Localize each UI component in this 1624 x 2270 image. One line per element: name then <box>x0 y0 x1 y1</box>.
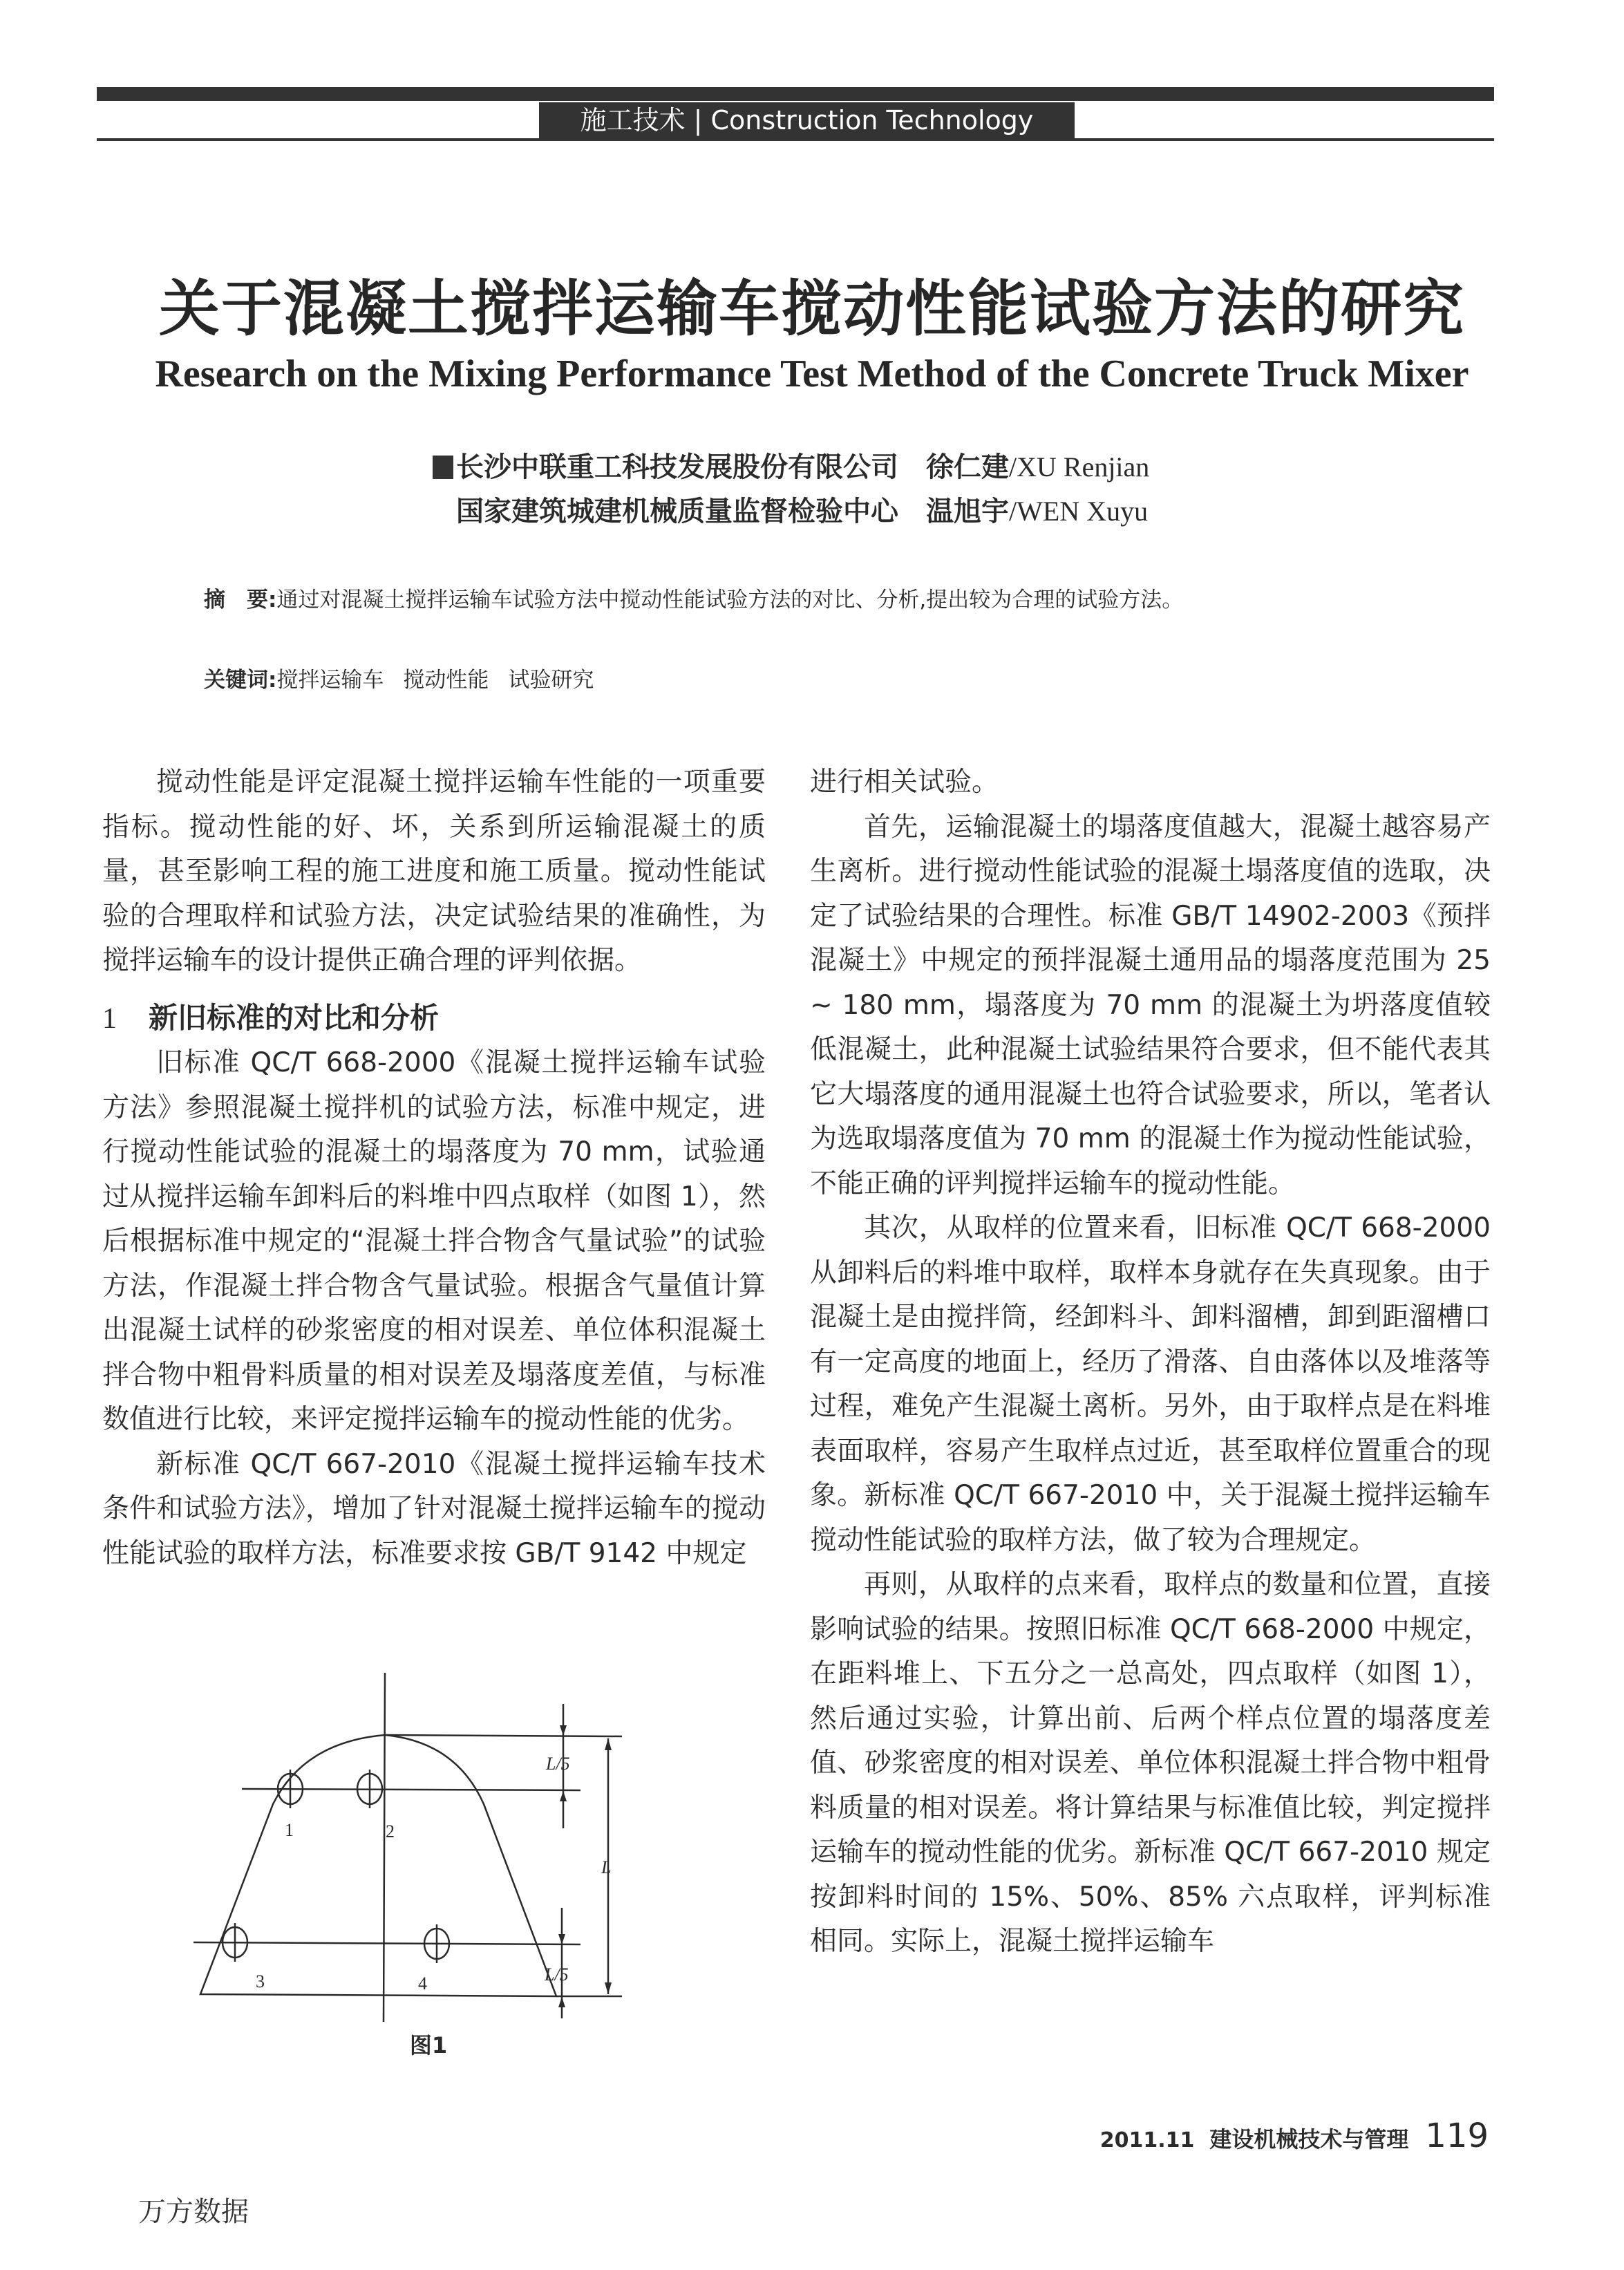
arrow-icon <box>560 1791 567 1801</box>
abstract-text: 通过对混凝土搅拌运输车试验方法中搅动性能试验方法的对比、分析,提出较为合理的试验方法。 <box>276 588 1184 612</box>
author-name-cn: 徐仁建 <box>926 451 1009 483</box>
affiliation-text: 长沙中联重工科技发展股份有限公司 <box>456 451 898 483</box>
center-axis <box>384 1673 385 2022</box>
issue-date: 2011.11 <box>1099 2128 1195 2152</box>
author-name-en: /WEN Xuyu <box>1009 496 1149 527</box>
page-footer <box>1100 2117 1489 2155</box>
paragraph: 再则，从取样的点来看，取样点的数量和位置，直接影响试验的结果。按照旧标准 QC/T 668-2000 中规定，在距料堆上、下五分之一总高处，四点取样（如图 1），然后通过实验，计算出前、后两个样点位置的塌落度差值、砂浆密度的相对误差、单位体积混凝土拌合物中粗骨料质量的相对误差。将计算结果与标准值比较，判定搅拌运输车的搅动性能的优劣。新标准 QC/T 667-2010 规定按卸料时间的 15%、50%、85% 六点取样，评判标准相同。实际上，混凝土搅拌运输车 <box>810 1569 1491 1957</box>
keyword: 试验研究 <box>508 668 594 693</box>
lower-sampling-line <box>193 1942 580 1944</box>
paragraph: 新标准 QC/T 667-2010《混凝土搅拌运输车技术条件和试验方法》，增加了针对混凝土搅拌运输车的搅动性能试验的取样方法，标准要求按 GB/T 9142 中规定 <box>102 1448 766 1569</box>
point-label-4: 4 <box>418 1973 427 1994</box>
upper-sampling-line <box>242 1789 580 1790</box>
keyword: 搅动性能 <box>403 668 489 693</box>
author-affiliation <box>433 448 898 487</box>
arrow-icon <box>605 1738 612 1750</box>
paragraph: 其次，从取样的位置来看，旧标准 QC/T 668-2000 从卸料后的料堆中取样，取样本身就存在失真现象。由于混凝土是由搅拌筒，经卸料斗、卸料溜槽，卸到距溜槽口有一定高度的地面上，经历了滑落、自由落体以及堆落等过程，难免产生混凝土离析。另外，由于取样点是在料堆表面取样，容易产生取样点过近，甚至取样位置重合的现象。新标准 QC/T 667-2010 中，关于混凝土搅拌运输车搅动性能试验的取样方法，做了较为合理规定。 <box>810 1212 1491 1556</box>
top-extension-line <box>385 1735 622 1736</box>
abstract <box>204 585 1183 615</box>
keyword: 搅拌运输车 <box>276 668 384 693</box>
author-name <box>926 492 1148 531</box>
title-english: Research on the Mixing Performance Test Method of the Concrete Truck Mixer <box>155 353 1469 395</box>
paragraph-continuation: 进行相关试验。 <box>810 767 999 798</box>
title-chinese: 关于混凝土搅拌运输车搅动性能试验方法的研究 <box>158 273 1465 344</box>
point-label-1: 1 <box>285 1820 294 1840</box>
arrow-icon <box>560 1725 567 1736</box>
point-label-3: 3 <box>256 1971 265 1991</box>
header-thick-rule <box>97 87 1494 101</box>
journal-name: 建设机械技术与管理 <box>1209 2126 1409 2152</box>
section-number: 1 <box>102 1002 117 1035</box>
author-name-en: /XU Renjian <box>1009 451 1150 482</box>
figure-sampling-diagram <box>193 1673 663 2025</box>
dimension-bottom-label: L/5 <box>545 1964 569 1985</box>
watermark: 万方数据 <box>138 2196 249 2228</box>
arrow-icon <box>558 1934 565 1944</box>
paragraph: 首先，运输混凝土的塌落度值越大，混凝土越容易产生离析。进行搅动性能试验的混凝土塌落度值的选取，决定了试验结果的合理性。标准 GB/T 14902-2003《预拌混凝土》中规定的预拌混凝土通用品的塌落度范围为 25 ~ 180 mm，塌落度为 70 mm 的混凝土为坍落度值较低混凝土，此种混凝土试验结果符合要求，但不能代表其它大塌落度的通用混凝土也符合试验要求，所以，笔者认为选取塌落度值为 70 mm 的混凝土作为搅动性能试验，不能正确的评判搅拌运输车的搅动性能。 <box>810 811 1491 1199</box>
author-name-cn: 温旭宇 <box>926 496 1009 527</box>
point-label-2: 2 <box>386 1821 395 1841</box>
keywords-label: 关键词: <box>204 668 277 693</box>
section-heading <box>102 996 766 1042</box>
body-column-left <box>102 760 766 1576</box>
dimension-top-label: L/5 <box>546 1754 570 1774</box>
square-bullet-icon <box>433 456 453 479</box>
section-label: 施工技术 | Construction Technology <box>539 102 1075 138</box>
pile-outline <box>200 1735 556 1996</box>
arrow-icon <box>605 1982 612 1994</box>
figure-caption: 图1 <box>409 2032 448 2058</box>
paragraph: 旧标准 QC/T 668-2000《混凝土搅拌运输车试验方法》参照混凝土搅拌机的试验方法，标准中规定，进行搅动性能试验的混凝土的塌落度为 70 mm，试验通过从搅拌运输车卸料后的料堆中四点取样（如图 1），然后根据标准中规定的“混凝土拌合物含气量试验”的试验方法，作混凝土拌合物含气量试验。根据含气量值计算出混凝土试样的砂浆密度的相对误差、单位体积混凝土拌合物中粗骨料质量的相对误差及塌落度差值，与标准数值进行比较，来评定搅拌运输车的搅动性能的优劣。 <box>102 1047 766 1435</box>
page-number: 119 <box>1425 2117 1489 2155</box>
header-thin-rule <box>97 138 1494 141</box>
body-column-right <box>810 760 1491 1964</box>
arrow-icon <box>558 1997 565 2007</box>
keywords <box>204 665 613 695</box>
abstract-label: 摘 要: <box>204 588 277 612</box>
author-name <box>926 448 1149 487</box>
intro-paragraph: 搅动性能是评定混凝土搅拌运输车性能的一项重要指标。搅动性能的好、坏，关系到所运输混凝土的质量，甚至影响工程的施工进度和施工质量。搅动性能试验的合理取样和试验方法，决定试验结果的准确性，为搅拌运输车的设计提供正确合理的评判依据。 <box>102 767 766 976</box>
dimension-total-label: L <box>601 1857 612 1877</box>
author-affiliation: 国家建筑城建机械质量监督检验中心 <box>456 496 898 527</box>
section-title: 新旧标准的对比和分析 <box>149 1000 440 1035</box>
